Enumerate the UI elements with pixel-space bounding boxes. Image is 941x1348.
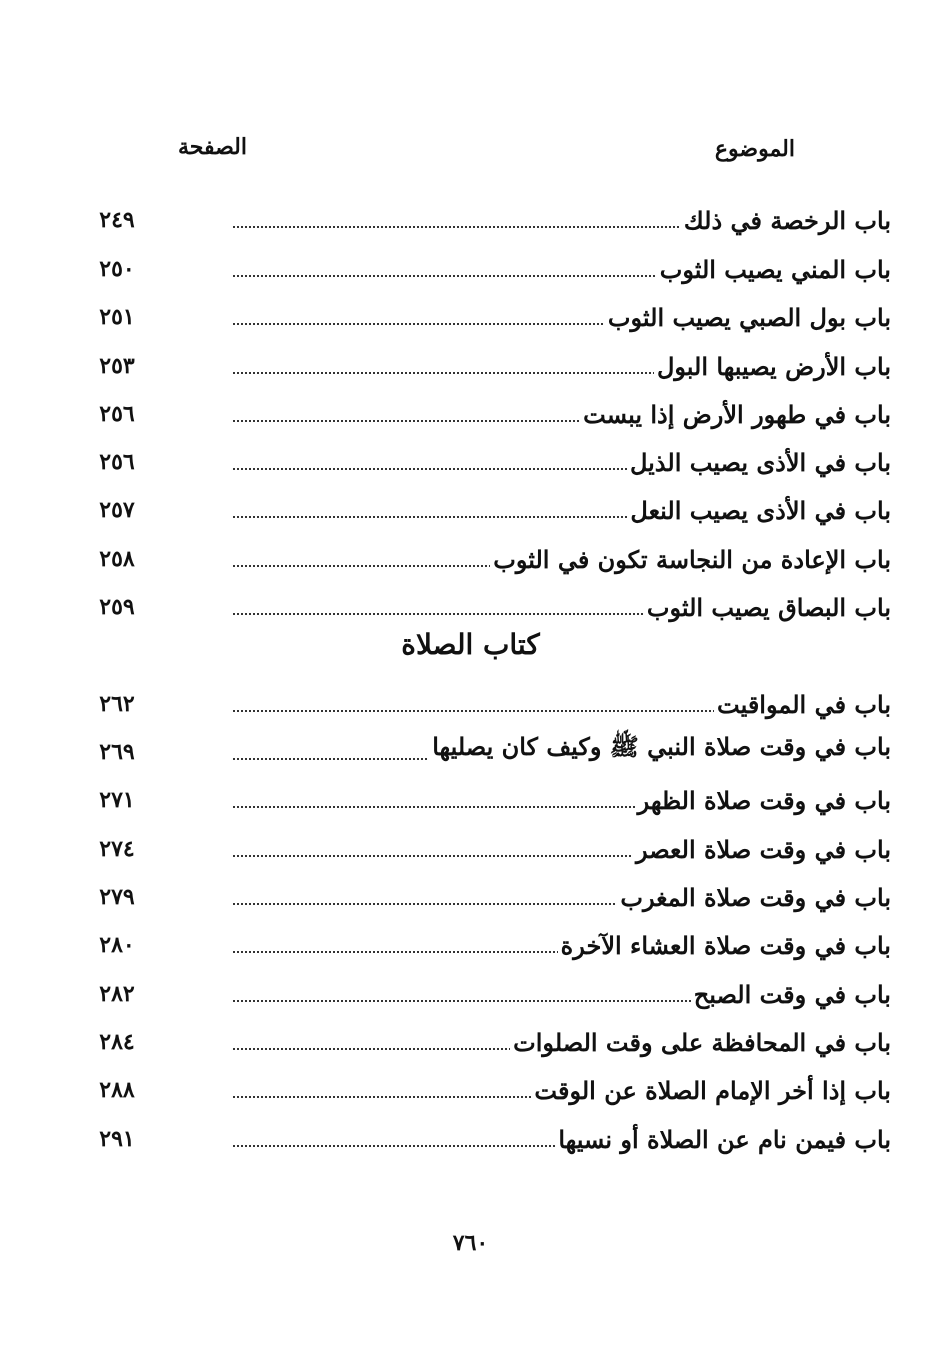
entry-page-number: ٢٥١ (99, 304, 135, 330)
entry-title: باب في وقت صلاة العصر (633, 835, 891, 864)
entry-page-number: ٢٥٠ (99, 256, 135, 282)
entry-title: باب في وقت صلاة النبي ﷺ وكيف كان يصليها (429, 732, 891, 767)
toc-entry (49, 538, 891, 578)
entry-title: باب في الأذى يصيب الذيل (627, 448, 891, 477)
entry-page-number: ٢٥٣ (99, 353, 135, 379)
entry-page-number: ٢٨٢ (99, 981, 135, 1007)
toc-entry (49, 199, 891, 239)
entry-page-number: ٢٩١ (99, 1126, 135, 1152)
entry-title: باب في وقت صلاة المغرب (617, 883, 891, 912)
toc-entry (49, 586, 891, 626)
entry-page-number: ٢٥٨ (99, 546, 135, 572)
toc-entry (49, 828, 891, 868)
toc-entry (49, 779, 891, 819)
toc-entry (49, 489, 891, 529)
toc-entry (49, 731, 891, 771)
topic-column-header: الموضوع (714, 136, 795, 162)
entry-title: باب في المحافظة على وقت الصلوات (510, 1028, 891, 1057)
toc-entry (49, 973, 891, 1013)
entry-title: باب في وقت صلاة الظهر (635, 786, 891, 815)
entry-page-number: ٢٥٩ (99, 594, 135, 620)
entry-page-number: ٢٤٩ (99, 207, 135, 233)
toc-entry (49, 296, 891, 336)
entry-title: باب الإعادة من النجاسة تكون في الثوب (490, 545, 891, 574)
toc-entry (49, 1069, 891, 1109)
entry-page-number: ٢٧٤ (99, 836, 135, 862)
entry-title: باب في وقت صلاة العشاء الآخرة (558, 931, 891, 960)
entry-title: باب إذا أخر الإمام الصلاة عن الوقت (531, 1076, 891, 1105)
entry-page-number: ٢٧١ (99, 787, 135, 813)
entry-page-number: ٢٧٩ (99, 884, 135, 910)
toc-entry (49, 393, 891, 433)
entry-page-number: ٢٥٦ (99, 449, 135, 475)
toc-entry (49, 924, 891, 964)
page-column-header: الصفحة (177, 134, 247, 160)
entry-page-number: ٢٨٤ (99, 1029, 135, 1055)
entry-page-number: ٢٨٠ (99, 932, 135, 958)
entry-title: باب البصاق يصيب الثوب (644, 593, 891, 622)
entry-page-number: ٢٦٩ (99, 739, 135, 765)
entry-title: باب في الأذى يصيب النعل (627, 496, 891, 525)
entry-page-number: ٢٥٦ (99, 401, 135, 427)
toc-entry (49, 1118, 891, 1158)
toc-entry (49, 1021, 891, 1061)
entry-title: باب في المواقيت (714, 690, 891, 719)
toc-entry (49, 876, 891, 916)
entry-title: باب الأرض يصيبها البول (654, 352, 891, 381)
entry-title: باب في طهور الأرض إذا يبست (580, 400, 891, 429)
page-folio-number: ٧٦٠ (452, 1230, 489, 1256)
entry-page-number: ٢٨٨ (99, 1077, 135, 1103)
entry-title: باب فيمن نام عن الصلاة أو نسيها (555, 1125, 891, 1154)
entry-page-number: ٢٥٧ (99, 497, 135, 523)
entry-title: باب بول الصبي يصيب الثوب (605, 303, 891, 332)
entry-title: باب المني يصيب الثوب (657, 255, 891, 284)
toc-entry (49, 683, 891, 723)
entry-title: باب في وقت الصبح (691, 980, 891, 1009)
toc-entry (49, 345, 891, 385)
toc-entry (49, 248, 891, 288)
toc-entry (49, 441, 891, 481)
entry-page-number: ٢٦٢ (99, 691, 135, 717)
section-heading: كتاب الصلاة (401, 628, 540, 661)
entry-title: باب الرخصة في ذلك (681, 206, 891, 235)
